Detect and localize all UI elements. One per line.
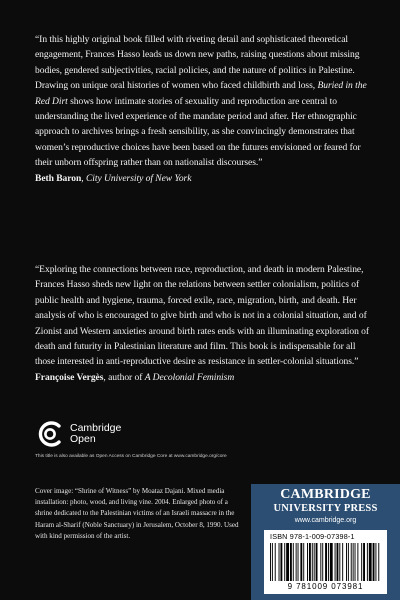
publisher-url: www.cambridge.org xyxy=(294,517,357,524)
barcode-number: 9 781009 073981 xyxy=(287,582,364,591)
barcode-box xyxy=(264,530,387,594)
endorsement-2 xyxy=(35,262,370,385)
book-title: Buried in the Red Dirt xyxy=(35,80,367,107)
publisher-name: CAMBRIDGE xyxy=(280,487,371,502)
open-access-block xyxy=(35,419,245,461)
cambridge-open-wordmark: Cambridge Open xyxy=(70,421,122,445)
isbn-label: ISBN 978-1-009-07398-1 xyxy=(270,532,355,541)
endorsement-1-text: “In this highly original book filled with riveting detail and sophisticated theoretical engagement, Frances Hasso leads us down new paths, raising questions about missing bodies, gendered subjectivities, racial policies, and the nature of politics in Palestine. Drawing on unique oral histories of women who faced childbirth and loss, Buried in the Red Dirt shows how intimate stories of sexuality and reproduction are central to understanding the lived experience of the mandate period and after. Her ethnographic approach to archives brings a fresh sensibility, as she convincingly demonstrates that women’s reproductive choices have been based on the futures envisioned or feared for their unborn offspring rather than on nationalist discourses.” xyxy=(35,34,367,169)
endorsement-1-attribution: Beth Baron, City University of New York xyxy=(35,172,192,184)
open-access-note: This title is also available as Open Access on Cambridge Core at www.cambridge.org/core xyxy=(35,454,227,459)
endorsement-2-attribution: Françoise Vergès, author of A Decolonial Feminism xyxy=(35,371,235,383)
endorsement-1 xyxy=(35,32,370,186)
endorser-affiliation: City University of New York xyxy=(85,172,192,184)
cambridge-open-logo-icon xyxy=(35,419,65,449)
barcode-icon xyxy=(270,543,381,581)
endorser-book: A Decolonial Feminism xyxy=(144,371,235,383)
endorsement-2-text: “Exploring the connections between race, reproduction, and death in modern Palestine, Frances Hasso sheds new light on the relations between settler colonialism, politics of public health and hygiene, trauma, forced exile, race, migration, birth, and death. Her analysis of who is encouraged to give birth and who is not in a colonial situation, and of Zionist and Western anxieties around birth rates ends with an illuminating exploration of death and futurity in Palestinian literature and film. This book is indispensable for all those interested in anti-reproductive desire as resistance in settler-colonial situations.” xyxy=(35,264,369,368)
publisher-name-line2: UNIVERSITY PRESS xyxy=(273,503,378,514)
publisher-panel xyxy=(251,484,400,600)
endorser-name: Françoise Vergès xyxy=(35,371,104,383)
endorser-name: Beth Baron xyxy=(35,172,82,184)
cover-image-credit: Cover image: “Shrine of Witness” by Moataz Dajani. Mixed media installation: photo, wood, and living vine. 2004. Enlarged photo of a shrine dedicated to the Palestinian victims of an Israeli massacre in the Haram al-Sharif (Noble Sanctuary) in Jerusalem, October 8, 1990. Used with kind permission of the artist. xyxy=(35,487,239,540)
